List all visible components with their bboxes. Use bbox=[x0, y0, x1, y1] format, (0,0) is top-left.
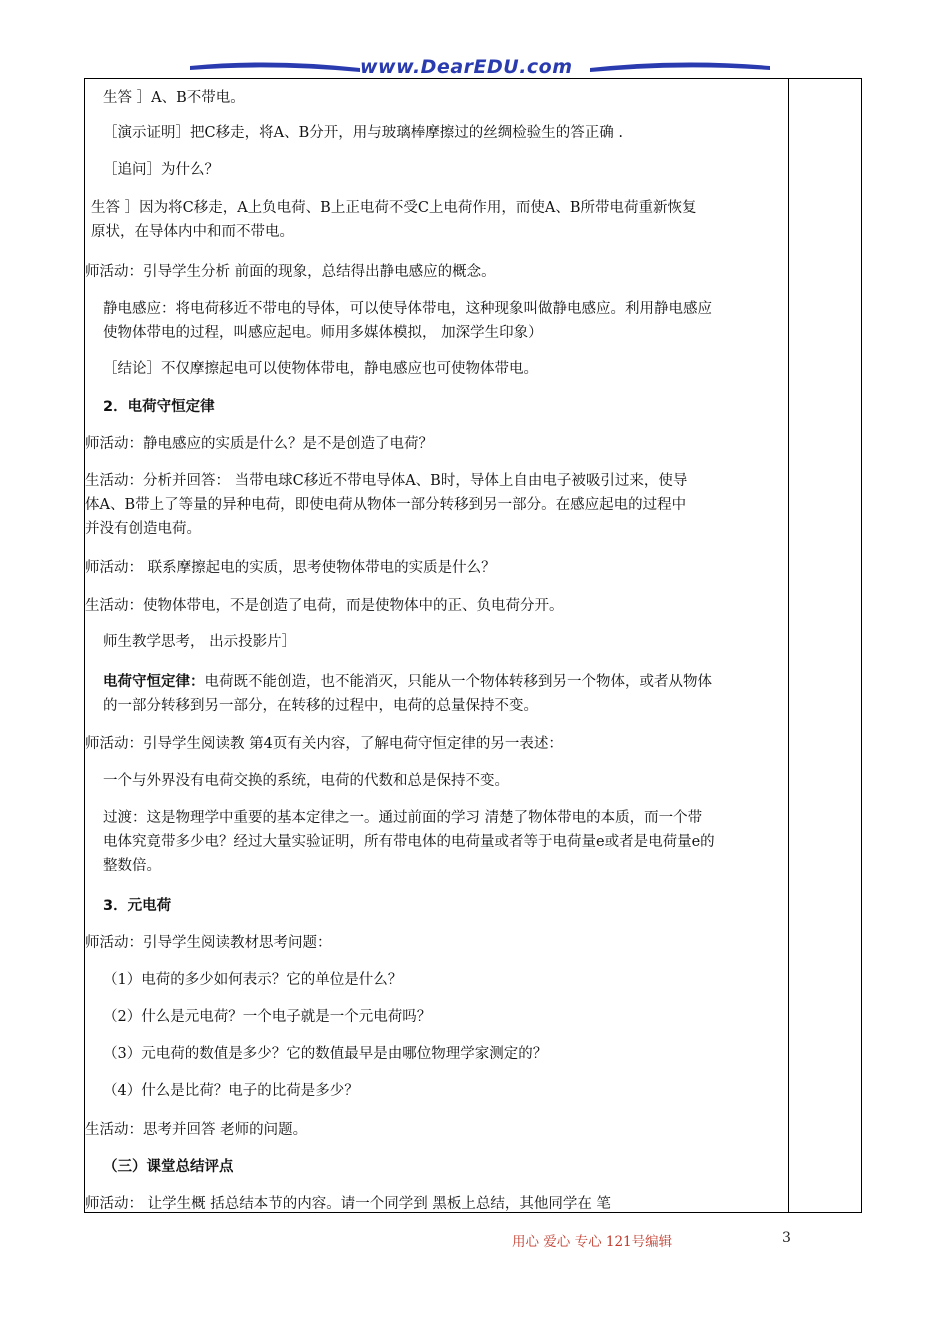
text-line: 师活动： 联系摩擦起电的实质，思考使物体带电的实质是什么？ bbox=[85, 560, 496, 576]
text-line: 师活动：静电感应的实质是什么？是不是创造了电荷？ bbox=[85, 436, 433, 452]
section-heading: 2．电荷守恒定律 bbox=[103, 399, 215, 415]
law-paragraph bbox=[85, 670, 715, 718]
law-title: 电荷守恒定律： bbox=[103, 674, 205, 690]
text-line: 师活动：引导学生阅读教材思考问题： bbox=[85, 935, 332, 951]
text-line: 过渡：这是物理学中重要的基本定律之一。通过前面的学习 清楚了物体带电的本质，而一个带电体究竟带多少电？经过大量实验证明，所有带电体的电荷量或者等于电荷量e或者是电荷量e的整数倍。 bbox=[103, 810, 715, 874]
question-item: （1）电荷的多少如何表示？它的单位是什么？ bbox=[103, 972, 403, 988]
section-heading: （三）课堂总结评点 bbox=[103, 1159, 234, 1175]
column-divider bbox=[788, 79, 789, 1212]
question-item: （3）元电荷的数值是多少？它的数值最早是由哪位物理学家测定的？ bbox=[103, 1046, 548, 1062]
page-number: 3 bbox=[782, 1230, 791, 1246]
text-line: 生活动：使物体带电，不是创造了电荷，而是使物体中的正、负电荷分开。 bbox=[85, 598, 564, 614]
text-line: ［结论］不仅摩擦起电可以使物体带电，静电感应也可使物体带电。 bbox=[103, 361, 538, 377]
text-line: 师活动： 让学生概 括总结本节的内容。请一个同学到 黑板上总结，其他同学在 笔 bbox=[85, 1196, 611, 1212]
site-logo[interactable]: www.DearEDU.com bbox=[360, 56, 573, 78]
text-line: 师生教学思考， 出示投影片］ bbox=[103, 634, 297, 650]
text-line: 生活动：分析并回答： 当带电球C移近不带电导体A、B时，导体上自由电子被吸引过来，使导体A、B带上了等量的异种电荷，即使电荷从物体一部分转移到另一部分。在感应起电的过程中并没有创造电荷。 bbox=[85, 473, 688, 537]
question-item: （4）什么是比荷？电子的比荷是多少？ bbox=[103, 1083, 359, 1099]
text-line: 静电感应：将电荷移近不带电的导体，可以使导体带电，这种现象叫做静电感应。利用静电感应使物体带电的过程，叫感应起电。师用多媒体模拟， 加深学生印象） bbox=[103, 301, 712, 341]
text-line: 师活动：引导学生阅读教 第4页有关内容，了解电荷守恒定律的另一表述： bbox=[85, 736, 563, 752]
text-line: 生活动：思考并回答 老师的问题。 bbox=[85, 1122, 308, 1138]
text-line: 生答 ］A、B不带电。 bbox=[103, 90, 245, 106]
lesson-table bbox=[84, 78, 862, 1213]
law-text: 电荷既不能创造，也不能消灭，只能从一个物体转移到另一个物体，或者从物体的一部分转移到另一部分，在转移的过程中，电荷的总量保持不变。 bbox=[103, 674, 712, 714]
text-line: 师活动：引导学生分析 前面的现象，总结得出静电感应的概念。 bbox=[85, 264, 496, 280]
text-line: ［追问］为什么？ bbox=[103, 162, 219, 178]
footer-note: 用心 爱心 专心 121号编辑 bbox=[512, 1234, 673, 1250]
section-heading: 3．元电荷 bbox=[103, 898, 172, 914]
text-line: ［演示证明］把C移走，将A、B分开，用与玻璃棒摩擦过的丝绸检验生的答正确 . bbox=[103, 125, 623, 141]
text-line: 一个与外界没有电荷交换的系统，电荷的代数和总是保持不变。 bbox=[103, 773, 509, 789]
text-line: 生答 ］因为将C移走，A上负电荷、B上正电荷不受C上电荷作用，而使A、B所带电荷重新恢复原状，在导体内中和而不带电。 bbox=[91, 200, 697, 240]
question-item: （2）什么是元电荷？一个电子就是一个元电荷吗？ bbox=[103, 1009, 432, 1025]
